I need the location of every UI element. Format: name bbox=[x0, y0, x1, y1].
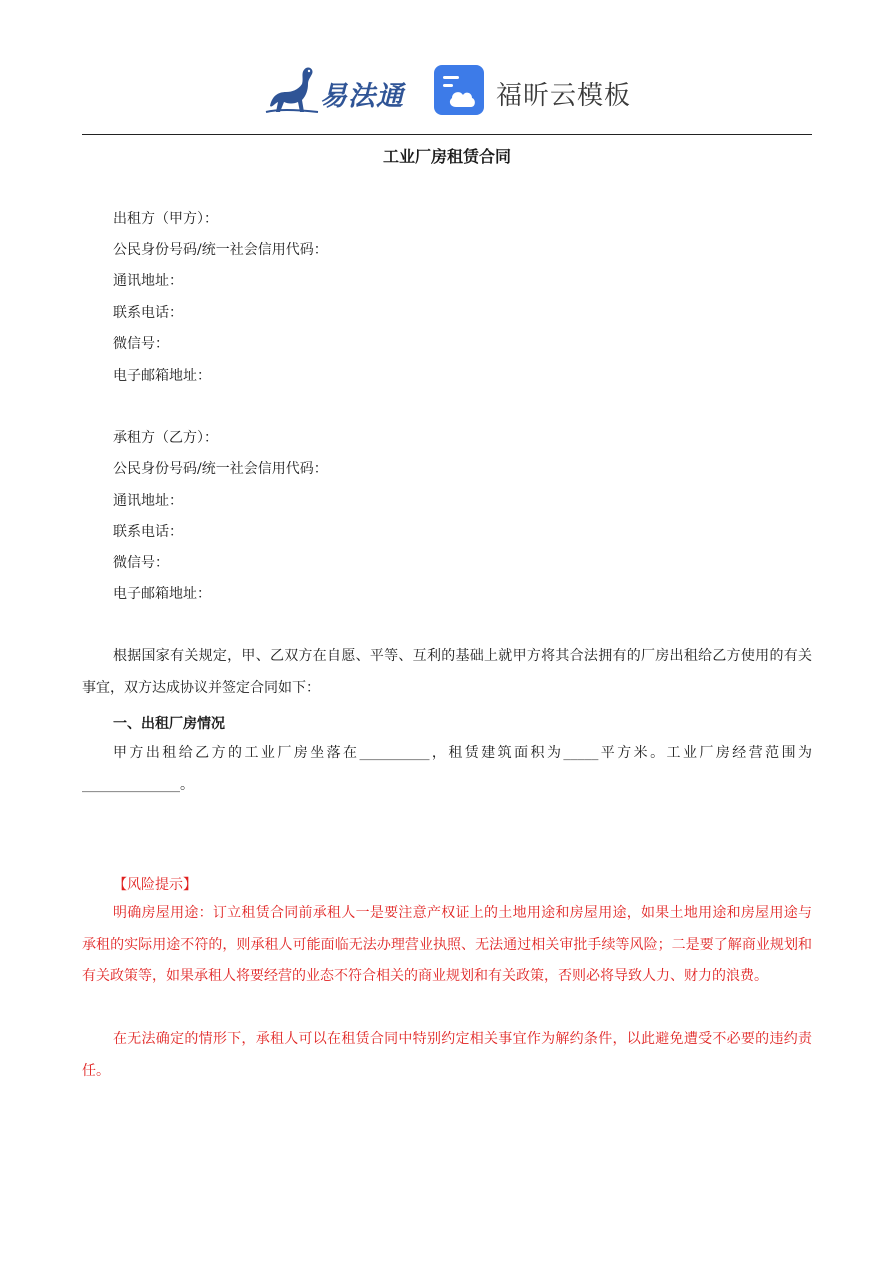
lessor-heading: 出租方（甲方）： bbox=[113, 211, 218, 227]
horse-icon bbox=[262, 62, 322, 118]
lessee-field-id: 公民身份号码/统一社会信用代码： bbox=[113, 461, 328, 477]
lessee-field-wechat: 微信号： bbox=[113, 555, 169, 571]
page-header bbox=[0, 58, 893, 122]
lessor-field-id: 公民身份号码/统一社会信用代码： bbox=[113, 242, 328, 258]
lessee-heading: 承租方（乙方）： bbox=[113, 430, 218, 446]
preamble-paragraph: 根据国家有关规定，甲、乙双方在自愿、平等、互利的基础上就甲方将其合法拥有的厂房出租给乙方使用的有关事宜，双方达成协议并签定合同如下： bbox=[82, 648, 812, 696]
risk-paragraph-1: 明确房屋用途：订立租赁合同前承租人一是要注意产权证上的土地用途和房屋用途，如果土地用途和房屋用途与 承租的实际用途不符的，则承租人可能面临无法办理营业执照、无法通过相关审批手续等风险；二是要了解商业规划和有关政策等，如果承租人将要经营的业态不符合相关的商业规划和有关政策，否则必将导致人力、财力的浪费。 bbox=[82, 905, 812, 984]
logo-left-text: 易法通 bbox=[320, 81, 404, 112]
risk-label: 【风险提示】 bbox=[113, 877, 197, 893]
lessor-field-phone: 联系电话： bbox=[113, 305, 183, 321]
fuxin-logo bbox=[434, 65, 644, 117]
section1-heading: 一、出租厂房情况 bbox=[113, 716, 225, 732]
lessor-field-address: 通讯地址： bbox=[113, 273, 183, 289]
section1-text: 甲方出租给乙方的工业厂房坐落在__________，租赁建筑面积为_____平方米。工业厂房经营范围为______________。 bbox=[82, 745, 812, 793]
lessor-field-wechat: 微信号： bbox=[113, 336, 169, 352]
lessee-field-address: 通讯地址： bbox=[113, 493, 183, 509]
lessee-field-email: 电子邮箱地址： bbox=[113, 586, 211, 602]
yifatong-logo bbox=[262, 62, 412, 118]
lessor-field-email: 电子邮箱地址： bbox=[113, 368, 211, 384]
header-divider bbox=[82, 134, 812, 135]
document-title: 工业厂房租赁合同 bbox=[382, 147, 511, 166]
risk-paragraph-2: 在无法确定的情形下，承租人可以在租赁合同中特别约定相关事宜作为解约条件，以此避免遭受不必要的违约责任。 bbox=[82, 1031, 812, 1079]
lessee-field-phone: 联系电话： bbox=[113, 524, 183, 540]
cloud-doc-icon bbox=[434, 65, 484, 115]
logo-right-text: 福昕云模板 bbox=[496, 81, 632, 111]
